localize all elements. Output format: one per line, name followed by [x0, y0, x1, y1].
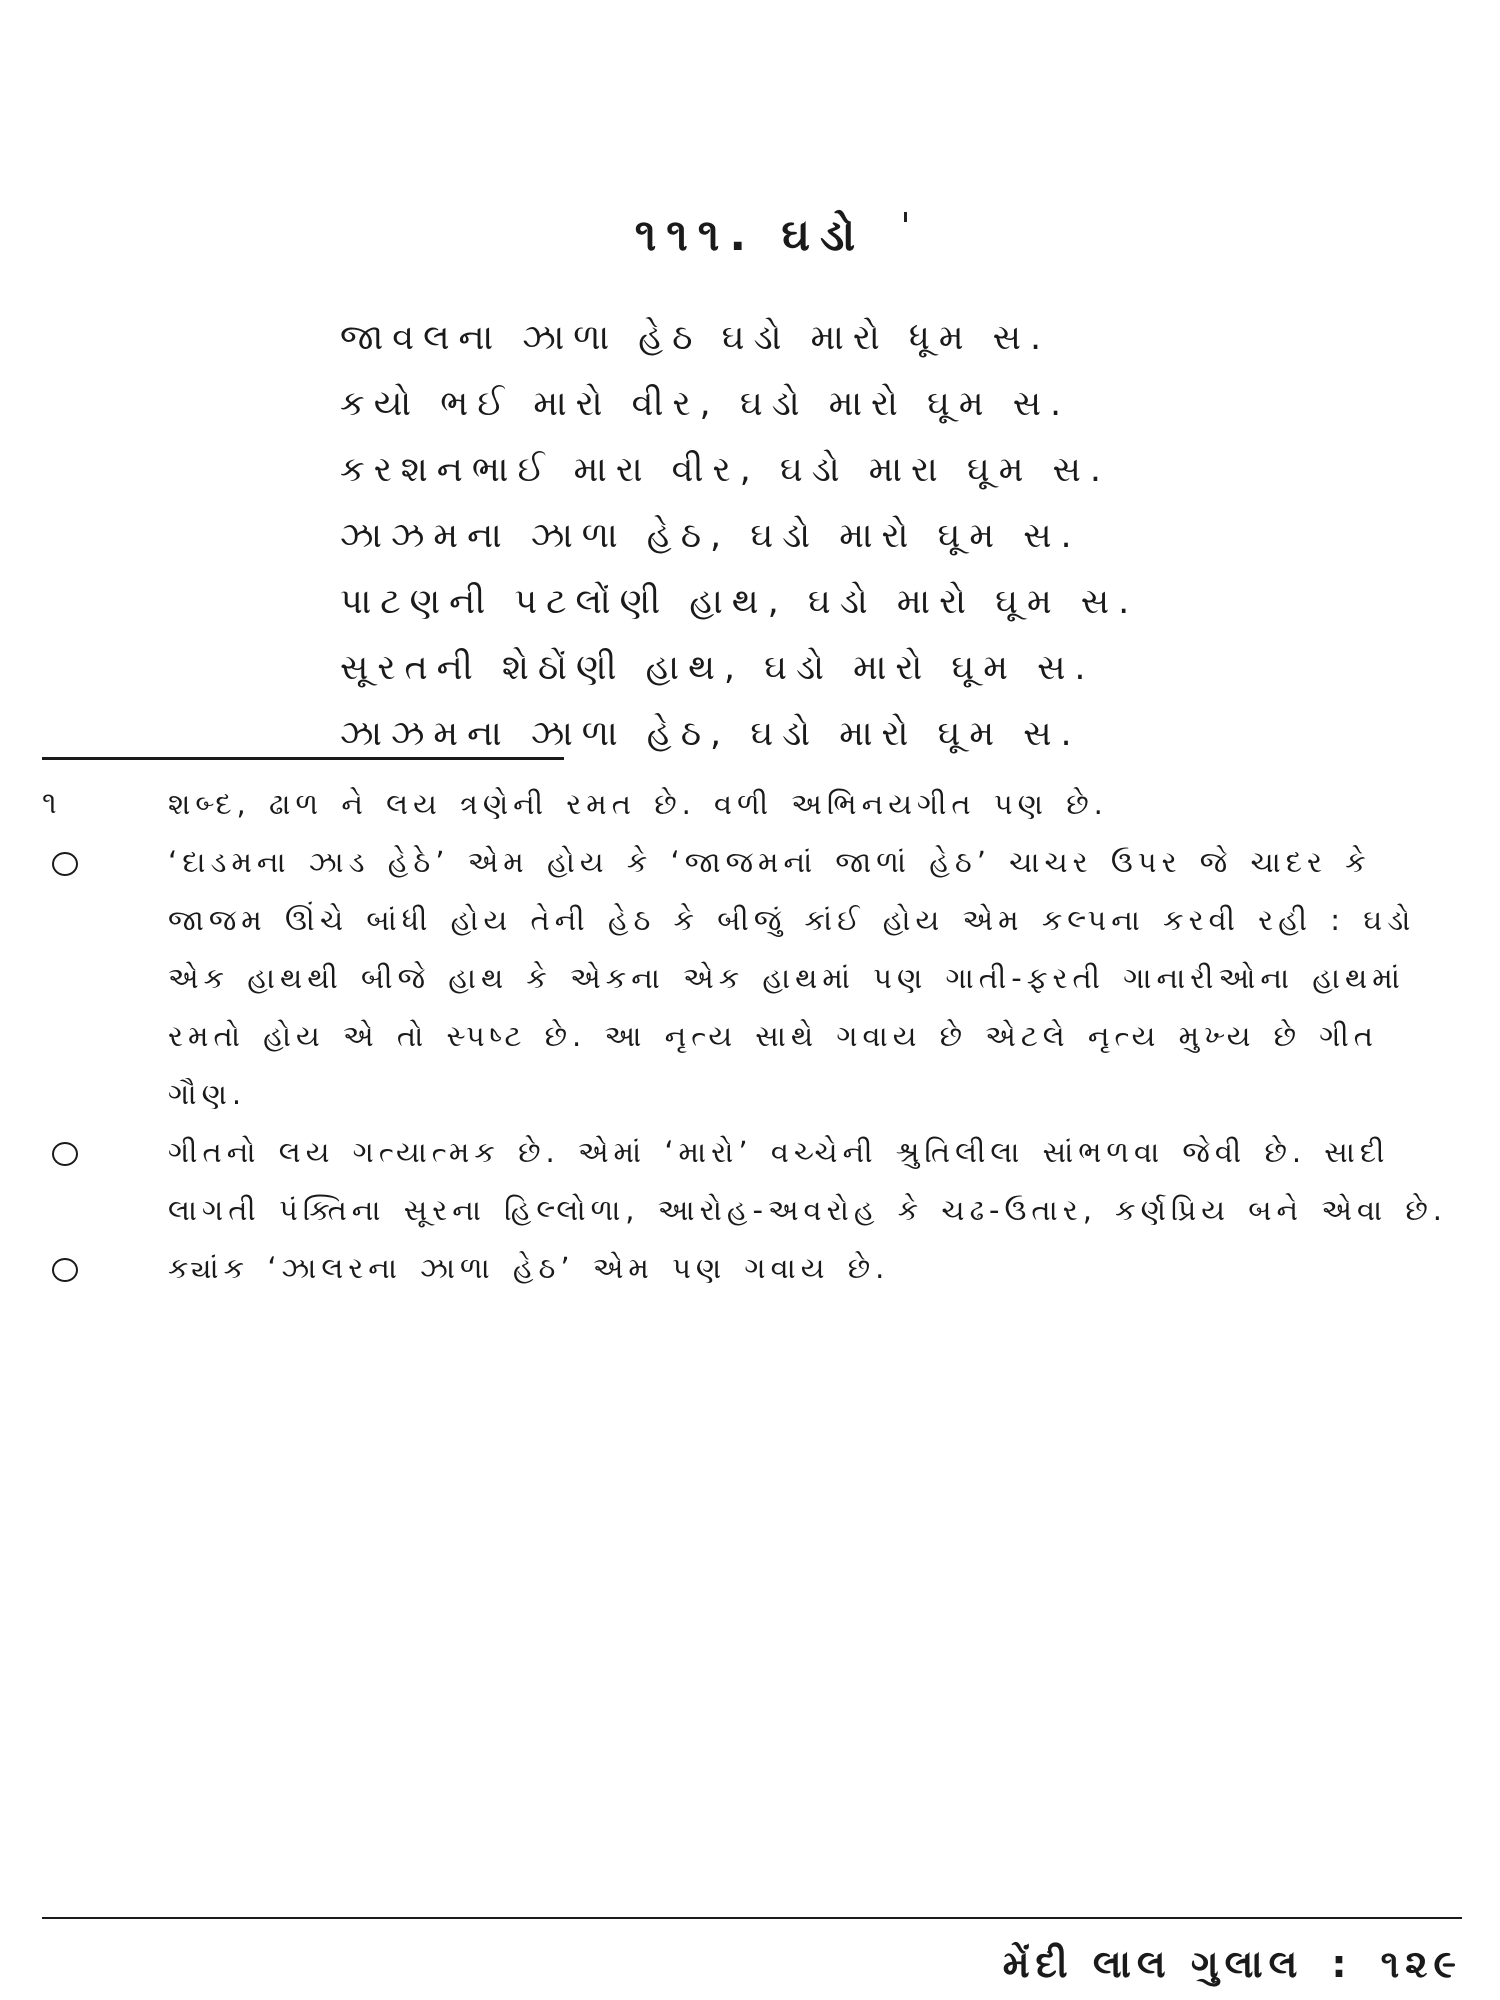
poem-line: ઝાઝમના ઝાળા હેઠ, ઘડો મારો ઘૂમ સ. — [340, 516, 1081, 556]
circle-bullet-icon — [42, 1239, 168, 1297]
poem-line: પાટણની પટલોંણી હાથ, ઘડો મારો ઘૂમ સ. — [340, 582, 1139, 622]
poem-line: કયો ભઈ મારો વીર, ઘડો મારો ઘૂમ સ. — [340, 384, 1071, 424]
page-number: ૧૨૯ — [1380, 1942, 1462, 1986]
footnote-divider — [42, 757, 564, 760]
poem-verses — [340, 305, 1180, 767]
footer-divider — [42, 1917, 1462, 1919]
footnote-item — [42, 1123, 1462, 1239]
footnote-item — [42, 775, 1462, 833]
song-title: ૧૧૧. ઘડો — [634, 210, 866, 261]
circle-bullet-icon — [42, 1123, 168, 1181]
footnote-number: ૧ — [42, 786, 57, 821]
poem-line: સૂરતની શેઠોંણી હાથ, ઘડો મારો ઘૂમ સ. — [340, 648, 1095, 688]
poem-line: કરશનભાઈ મારા વીર, ઘડો મારા ઘૂમ સ. — [340, 450, 1111, 490]
footnote-text: શબ્દ, ઢાળ ને લય ત્રણેની રમત છે. વળી અભિનયગીત પણ છે. — [168, 787, 1108, 821]
poem-line: જાવલના ઝાળા હેઠ ઘડો મારો ધૂમ સ. — [340, 318, 1051, 358]
footnote-text: ગીતનો લય ગત્યાત્મક છે. એમાં ‘મારો’ વચ્ચેની શ્રુતિલીલા સાંભળવા જેવી છે. સાદી લાગતી પંક્તિના સૂરના હિલ્લોળા, આરોહ-અવરોહ કે ચઢ-ઉતાર, કર્ણપ્રિય બને એવા છે. — [168, 1135, 1447, 1227]
footnote-text: ‘દાડમના ઝાડ હેઠે’ એમ હોય કે ‘જાજમનાં જાળાં હેઠ’ ચાચર ઉપર જે ચાદર કે જાજમ ઊંચે બાંધી હોય તેની હેઠ કે બીજું કાંઈ હોય એમ કલ્પના કરવી રહી : ઘડો એક હાથથી બીજે હાથ કે એકના એક હાથમાં પણ ગાતી-ફરતી ગાનારીઓના હાથમાં રમતો હોય એ તો સ્પષ્ટ છે. આ નૃત્ય સાથે ગવાય છે એટલે નૃત્ય મુખ્ય છે ગીત ગૌણ. — [168, 845, 1416, 1111]
book-title: મેંદી લાલ ગુલાલ — [1002, 1942, 1304, 1986]
circle-bullet-icon — [42, 833, 168, 891]
footnote-item — [42, 1239, 1462, 1297]
poem-line: ઝાઝમના ઝાળા હેઠ, ઘડો મારો ઘૂમ સ. — [340, 714, 1081, 754]
footnote-item — [42, 833, 1462, 1123]
footnote-text: ક્યાંક ‘ઝાલરના ઝાળા હેઠ’ એમ પણ ગવાય છે. — [168, 1251, 890, 1285]
footnotes — [42, 775, 1462, 1297]
footer-separator: : — [1331, 1942, 1353, 1986]
page-footer — [1003, 1942, 1462, 1987]
printing-mark — [904, 212, 907, 222]
